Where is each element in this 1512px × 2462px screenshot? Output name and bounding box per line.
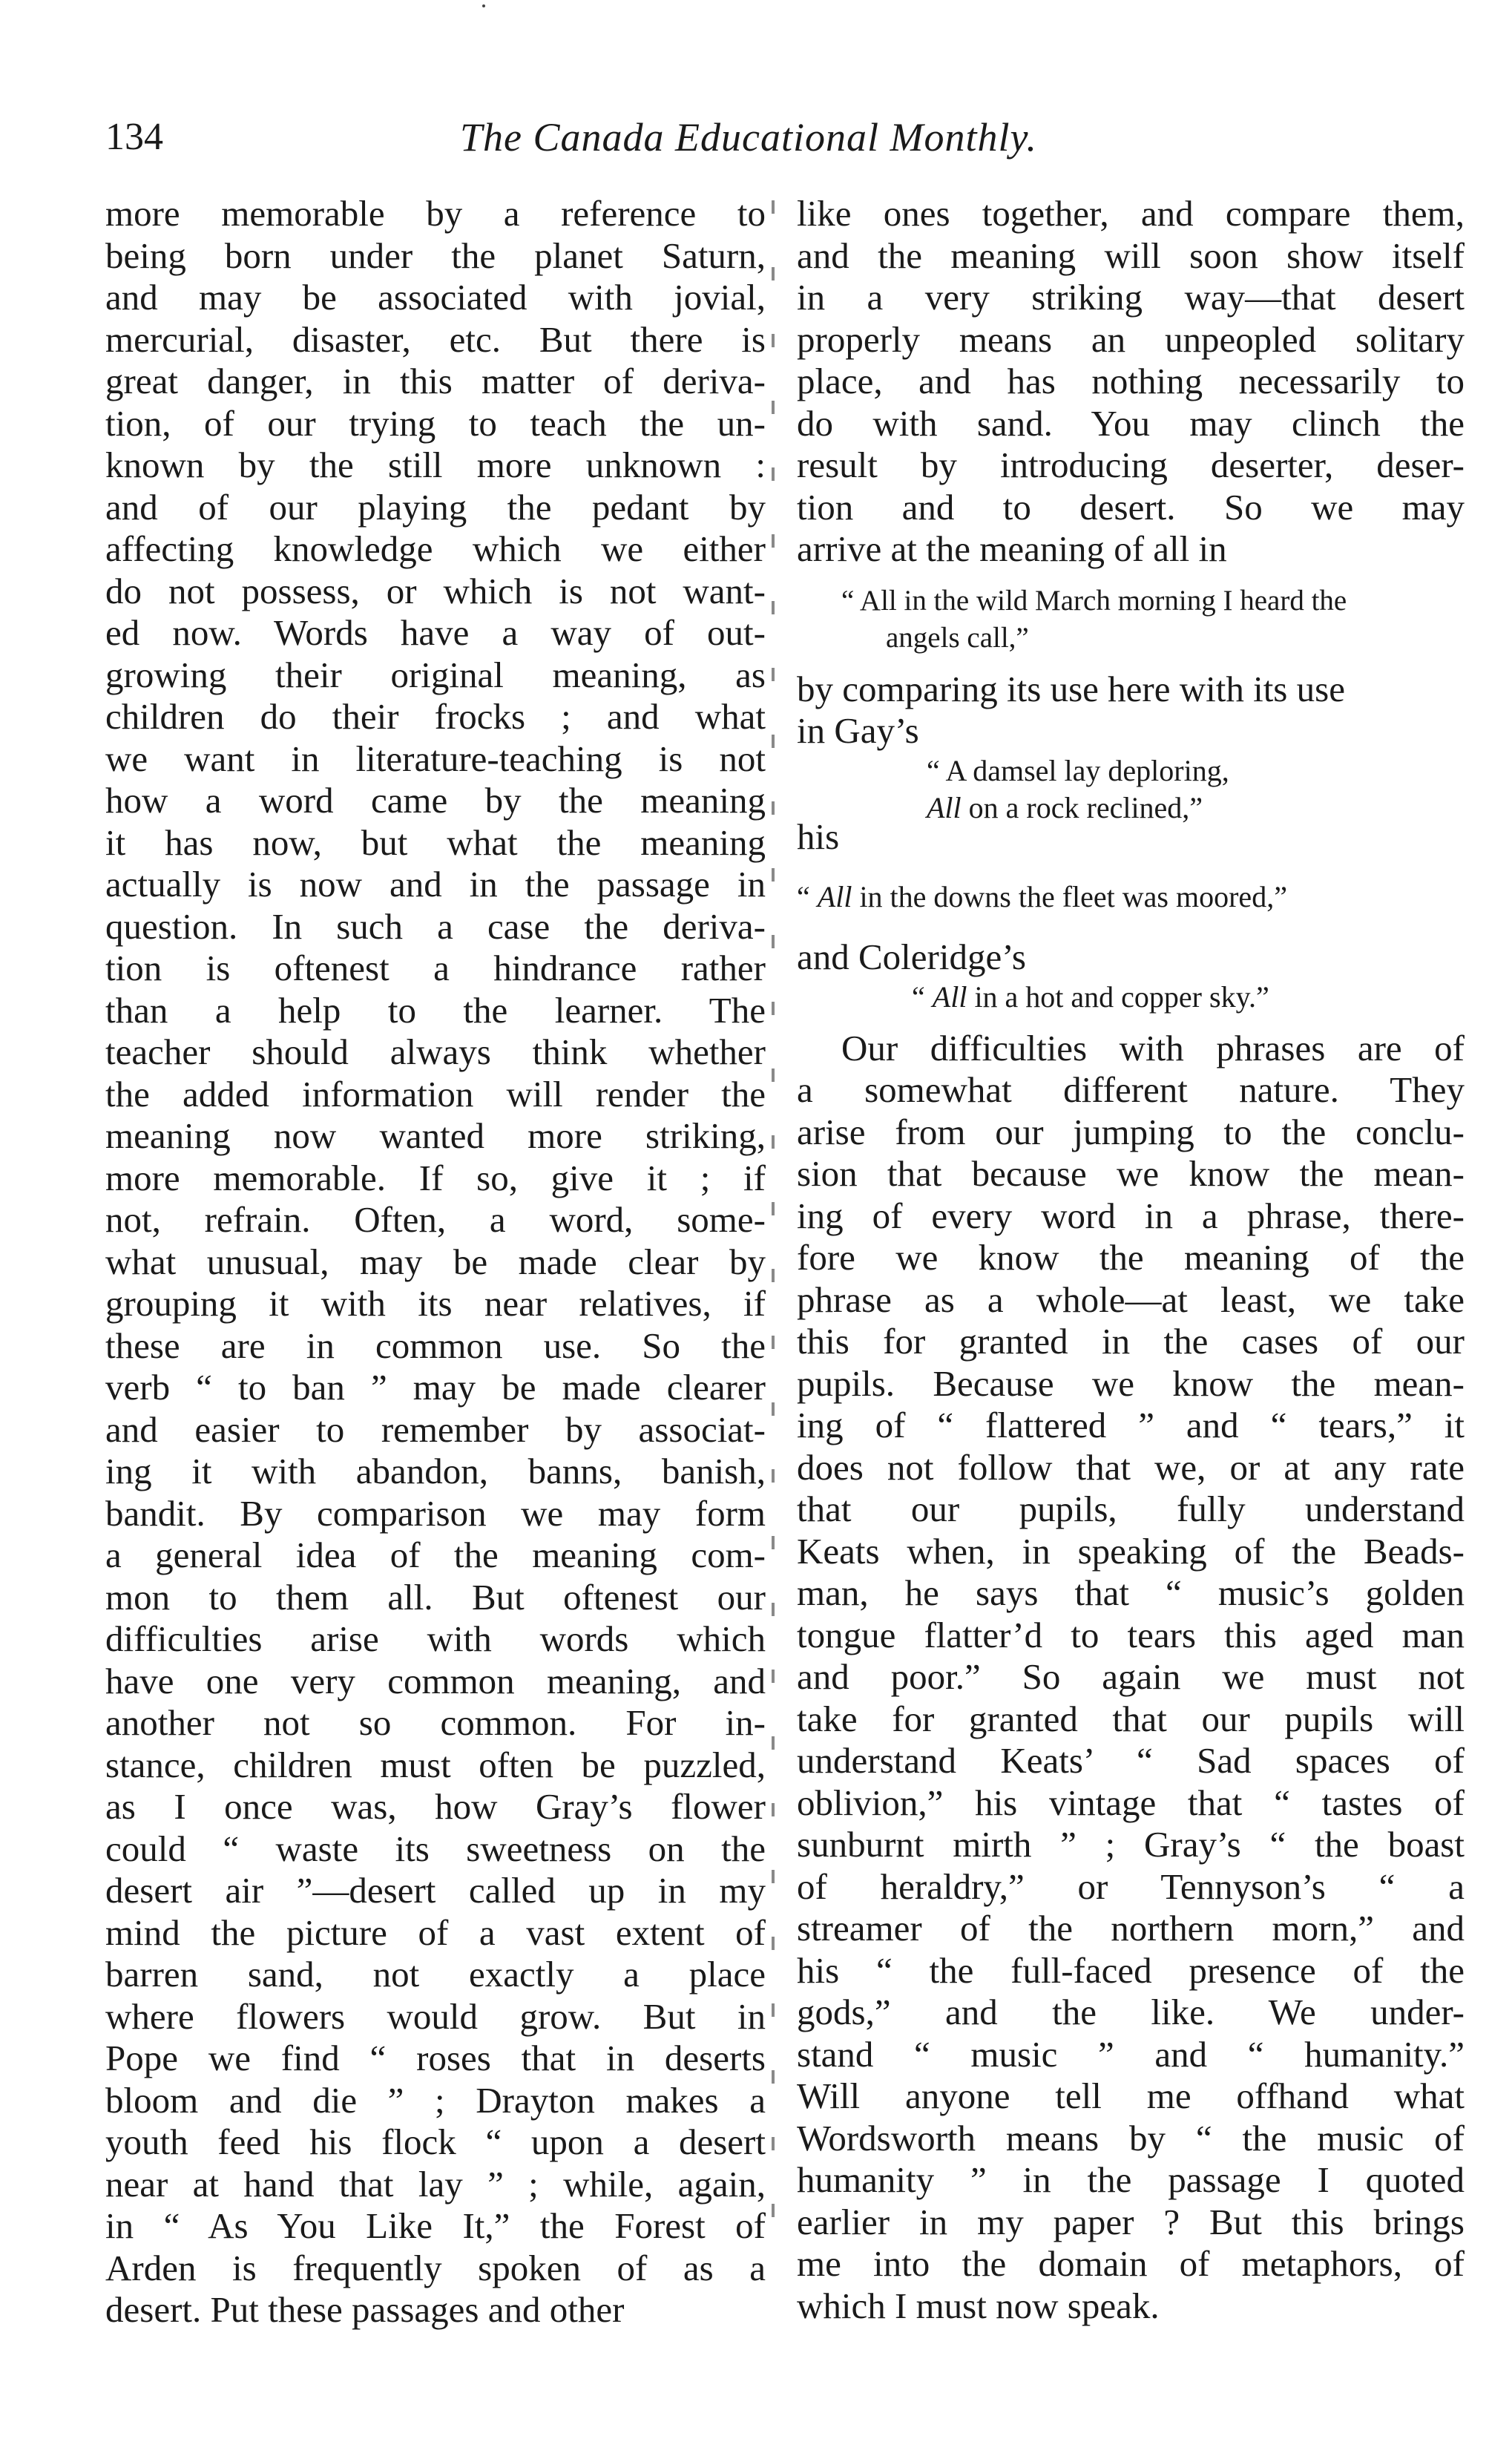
text-line: in Gay’s — [797, 710, 919, 751]
text-line: Arden is frequently spoken of as a — [105, 2247, 766, 2288]
text-line: do with sand. You may clinch the — [797, 402, 1465, 444]
text-line: oblivion,” his vintage that “ tastes of — [797, 1782, 1465, 1823]
column-rule — [772, 200, 775, 2263]
text-line: and the meaning will soon show itself — [797, 234, 1465, 276]
text-line: phrase as a whole—at least, we take — [797, 1278, 1465, 1320]
quote-text: on a rock reclined,” — [961, 790, 1203, 824]
emphasis-all: All — [932, 979, 967, 1014]
text-line: these are in common use. So the — [105, 1324, 766, 1366]
text-line: this for granted in the cases of our — [797, 1321, 1465, 1362]
gay-quote-line: “ A damsel lay deploring, — [927, 753, 1229, 787]
text-line: barren sand, not exactly a place — [105, 1954, 766, 1995]
text-line: pupils. Because we know the mean- — [797, 1362, 1465, 1404]
emphasis-all: All — [927, 790, 962, 824]
text-line: near at hand that lay ” ; while, again, — [105, 2163, 766, 2205]
text-line: his “ the full-faced presence of the — [797, 1949, 1465, 1991]
text-line: do not possess, or which is not want- — [105, 570, 766, 611]
text-line: we want in literature-teaching is not — [105, 738, 766, 779]
tennyson-quote-line: angels call,” — [886, 621, 1029, 654]
text-line: actually is now and in the passage in — [105, 864, 766, 905]
text-line: bandit. By comparison we may form — [105, 1492, 766, 1534]
text-line: arise from our jumping to the conclu- — [797, 1111, 1465, 1152]
text-line: meaning now wanted more striking, — [105, 1115, 766, 1156]
text-line: arrive at the meaning of all in — [797, 528, 1227, 569]
text-line: youth feed his flock “ upon a desert — [105, 2121, 766, 2162]
text-line: ing of “ flattered ” and “ tears,” it — [797, 1405, 1465, 1445]
text-line: in “ As You Like It,” the Forest of — [105, 2205, 766, 2246]
print-speck — [482, 4, 485, 7]
text-line: earlier in my paper ? But this brings — [797, 2201, 1465, 2242]
text-line: tion, of our trying to teach the un- — [105, 402, 766, 444]
text-line: it has now, but what the meaning — [105, 821, 766, 863]
text-line: sunburnt mirth ” ; Gray’s “ the boast — [797, 1824, 1465, 1865]
text-line: humanity ” in the passage I quoted — [797, 2159, 1465, 2200]
text-line: ed now. Words have a way of out- — [105, 612, 766, 653]
text-line: the added information will render the — [105, 1073, 766, 1115]
text-line: take for granted that our pupils will — [797, 1698, 1465, 1739]
text-line: have one very common meaning, and — [105, 1660, 766, 1701]
text-line: Keats when, in speaking of the Beads- — [797, 1530, 1465, 1572]
text-line: than a help to the learner. The — [105, 989, 766, 1031]
text-line: question. In such a case the deriva- — [105, 905, 766, 947]
text-line: where flowers would grow. But in — [105, 1995, 766, 2037]
text-line: that our pupils, fully understand — [797, 1488, 1465, 1529]
text-line: being born under the planet Saturn, — [105, 234, 766, 276]
text-line: properly means an unpeopled solitary — [797, 318, 1465, 360]
text-line: mind the picture of a vast extent of — [105, 1911, 766, 1953]
quote-open: “ — [912, 979, 933, 1014]
text-line: and easier to remember by associat- — [105, 1408, 766, 1450]
tennyson-quote-line: “ All in the wild March morning I heard the — [841, 584, 1347, 617]
text-line: how a word came by the meaning — [105, 780, 766, 821]
text-line: teacher should always think whether — [105, 1031, 766, 1072]
text-line: does not follow that we, or at any rate — [797, 1446, 1465, 1488]
text-line: growing their original meaning, as — [105, 654, 766, 695]
text-line: Pope we find “ roses that in deserts — [105, 2038, 766, 2078]
text-line: gods,” and the like. We under- — [797, 1992, 1465, 2032]
text-line: me into the domain of metaphors, of — [797, 2243, 1465, 2284]
text-line: as I once was, how Gray’s flower — [105, 1786, 766, 1827]
page-number: 134 — [105, 116, 163, 158]
text-line: result by introducing deserter, deser- — [797, 444, 1465, 485]
text-line: stance, children must often be puzzled, — [105, 1744, 766, 1785]
text-line: more memorable by a reference to — [105, 193, 766, 234]
text-line: verb “ to ban ” may be made clearer — [105, 1367, 766, 1408]
text-line: place, and has nothing necessarily to — [797, 361, 1465, 401]
text-line: mon to them all. But oftenest our — [105, 1576, 766, 1618]
text-line: and poor.” So again we must not — [797, 1656, 1465, 1697]
text-line: children do their frocks ; and what — [105, 696, 766, 737]
text-line: his — [797, 815, 840, 857]
text-line: what unusual, may be made clear by — [105, 1241, 766, 1282]
text-line: tion and to desert. So we may — [797, 486, 1465, 528]
text-line: more memorable. If so, give it ; if — [105, 1157, 766, 1198]
text-line: and may be associated with jovial, — [105, 277, 766, 318]
text-line: a general idea of the meaning com- — [105, 1534, 766, 1575]
text-line: Our difficulties with phrases are of — [841, 1027, 1465, 1068]
text-line: bloom and die ” ; Drayton makes a — [105, 2079, 766, 2121]
text-line: stand “ music ” and “ humanity.” — [797, 2033, 1465, 2075]
left-column — [105, 193, 766, 2331]
text-line: Wordsworth means by “ the music of — [797, 2117, 1465, 2159]
text-line: tion is oftenest a hindrance rather — [105, 948, 766, 988]
text-line: like ones together, and compare them, — [797, 193, 1465, 234]
quote-text: in a hot and copper sky.” — [967, 979, 1269, 1014]
right-column — [797, 193, 1465, 2327]
text-line: affecting knowledge which we either — [105, 528, 766, 569]
text-line: mercurial, disaster, etc. But there is — [105, 318, 766, 360]
text-line: sion that because we know the mean- — [797, 1153, 1465, 1194]
quote-open: “ — [797, 880, 818, 913]
emphasis-all: All — [817, 880, 852, 913]
text-line: desert air ”—desert called up in my — [105, 1870, 766, 1911]
text-line: not, refrain. Often, a word, some- — [105, 1199, 766, 1240]
text-line: known by the still more unknown : — [105, 444, 766, 485]
running-title: The Canada Educational Monthly. — [460, 115, 1037, 160]
text-line: fore we know the meaning of the — [797, 1237, 1465, 1278]
quote-text: in the downs the fleet was moored,” — [852, 880, 1287, 913]
text-line: difficulties arise with words which — [105, 1618, 766, 1659]
text-line: a somewhat different nature. They — [797, 1069, 1465, 1110]
text-line: understand Keats’ “ Sad spaces of — [797, 1740, 1465, 1781]
text-line: Will anyone tell me offhand what — [797, 2075, 1465, 2116]
text-line: ing it with abandon, banns, banish, — [105, 1451, 766, 1491]
text-line: and Coleridge’s — [797, 936, 1026, 977]
paragraph-phrases — [797, 1028, 1465, 2328]
text-line: in a very striking way—that desert — [797, 277, 1465, 318]
text-line: man, he says that “ music’s golden — [797, 1572, 1465, 1613]
text-line: grouping it with its near relatives, if — [105, 1283, 766, 1324]
text-line: which I must now speak. — [797, 2285, 1160, 2326]
fleet-quote-line — [797, 879, 1465, 916]
gay-quote-line — [927, 790, 1203, 827]
text-line: another not so common. For in- — [105, 1702, 766, 1743]
text-line: by comparing its use here with its use — [797, 668, 1345, 709]
text-line: ing of every word in a phrase, there- — [797, 1195, 1465, 1236]
text-line: tongue flatter’d to tears this aged man — [797, 1614, 1465, 1655]
text-line: and of our playing the pedant by — [105, 486, 766, 528]
text-line: streamer of the northern morn,” and — [797, 1908, 1465, 1949]
text-line: desert. Put these passages and other — [105, 2289, 625, 2330]
text-line: of heraldry,” or Tennyson’s “ a — [797, 1865, 1465, 1907]
coleridge-quote-line — [797, 979, 1465, 1016]
text-line: could “ waste its sweetness on the — [105, 1828, 766, 1869]
text-line: great danger, in this matter of deriva- — [105, 361, 766, 401]
paragraph-desert-conclusion — [797, 193, 1465, 571]
page-header — [0, 111, 1512, 163]
